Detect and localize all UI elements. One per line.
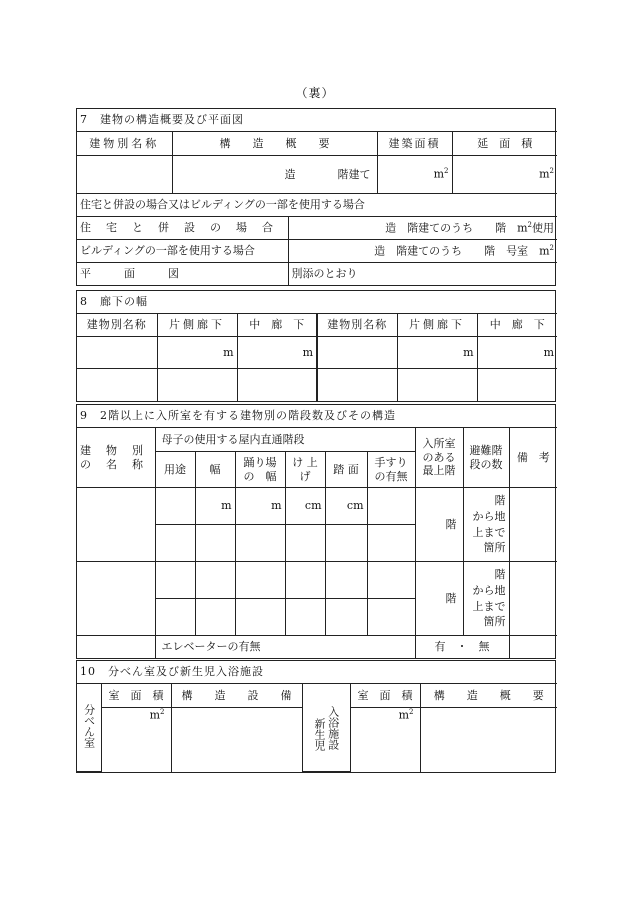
col-landing: 踊り場 の 幅: [235, 452, 285, 488]
stair-riser-cell[interactable]: cm: [285, 488, 325, 525]
stair-use-cell[interactable]: [155, 562, 195, 599]
stair-use-cell[interactable]: [155, 599, 195, 636]
corridor-side-cell[interactable]: m: [157, 337, 237, 369]
section-9-stairs: [76, 404, 556, 659]
row-plan-value: 別添のとおり: [288, 263, 557, 285]
stair-riser-cell[interactable]: [285, 562, 325, 599]
structure-cell[interactable]: [172, 156, 377, 194]
col-floor-area: 延 面 積: [452, 132, 557, 156]
section-7-title: 7 建物の構造概要及び平面図: [77, 109, 557, 132]
corridor-name-cell[interactable]: [77, 369, 157, 401]
col-tread: 踏 面: [325, 452, 367, 488]
unit-sup: 2: [409, 708, 414, 716]
house-value-text: 造 階建てのうち 階: [385, 221, 507, 235]
unit-m: m: [433, 167, 445, 181]
col-building-name: 建物別名称: [77, 132, 172, 156]
row-bldg-value[interactable]: 造 階建てのうち 階 号室 $m^2$: [288, 240, 557, 263]
stair-note-cell[interactable]: [509, 488, 557, 562]
col-room-area: 室 面 積: [101, 684, 171, 708]
section-9-title: 9 2階以上に入所室を有する建物別の階段数及びその構造: [77, 405, 557, 428]
corridor-mid-cell[interactable]: [477, 369, 557, 401]
corridor-mid-cell[interactable]: [237, 369, 317, 401]
col-name-left: 建物別名称: [77, 314, 157, 337]
corridor-mid-cell[interactable]: m: [237, 337, 317, 369]
stair-note-cell[interactable]: [509, 562, 557, 636]
stair-use-cell[interactable]: [155, 488, 195, 525]
elevator-note-cell[interactable]: [509, 636, 557, 658]
row-bldg-label: ビルディングの一部を使用する場合: [77, 240, 288, 263]
stair-width-cell[interactable]: m: [195, 488, 235, 525]
delivery-room-label: [77, 684, 101, 772]
stair-escape-cell[interactable]: 階 から地 上まで 箇所: [463, 488, 509, 562]
stair-tread-cell[interactable]: [325, 562, 367, 599]
section-8-corridor: [76, 290, 556, 402]
corridor-name-cell[interactable]: [317, 369, 397, 401]
stair-use-cell[interactable]: [155, 525, 195, 562]
col-mid-right: 中 廊 下: [477, 314, 557, 337]
col-equipment: 構 造 設 備: [171, 684, 302, 708]
elevator-label: エレベーターの有無: [155, 636, 415, 658]
zo-label: 造: [284, 167, 296, 181]
col-room-area-2: 室 面 積: [350, 684, 420, 708]
stair-tread-cell[interactable]: cm: [325, 488, 367, 525]
corridor-mid-cell[interactable]: m: [477, 337, 557, 369]
bath-structure-cell[interactable]: [420, 708, 557, 772]
building-name-cell[interactable]: [77, 156, 172, 194]
section-7-structure: [76, 108, 556, 286]
section-10-delivery: [76, 660, 556, 773]
col-width: 幅: [195, 452, 235, 488]
elevator-blank-cell: [77, 636, 155, 658]
stair-width-cell[interactable]: [195, 562, 235, 599]
unit-sup: 2: [549, 243, 554, 252]
corridor-name-cell[interactable]: [77, 337, 157, 369]
corridor-side-cell[interactable]: [397, 369, 477, 401]
bath-facility-text: 入浴施設: [326, 705, 340, 750]
unit-m: m: [539, 167, 550, 181]
stair-rail-cell[interactable]: [367, 562, 415, 599]
unit-sup: 2: [160, 708, 165, 716]
building-area-cell[interactable]: [377, 156, 452, 194]
col-mid-left: 中 廊 下: [237, 314, 317, 337]
stair-tread-cell[interactable]: [325, 525, 367, 562]
newborn-text: 新生児: [313, 718, 326, 751]
corridor-name-cell[interactable]: [317, 337, 397, 369]
stair-building-cell[interactable]: [77, 488, 155, 562]
delivery-equipment-cell[interactable]: [171, 708, 302, 772]
col-structure-overview-2: 構 造 概 要: [420, 684, 557, 708]
stair-rail-cell[interactable]: [367, 599, 415, 636]
col-use: 用途: [155, 452, 195, 488]
elevator-value[interactable]: 有 ・ 無: [415, 636, 509, 658]
col-structure-overview: 構 造 概 要: [172, 132, 377, 156]
mixed-use-title: 住宅と併設の場合又はビルディングの一部を使用する場合: [77, 194, 557, 217]
row-plan-label: 平 面 図: [77, 263, 288, 285]
stair-landing-cell[interactable]: m: [235, 488, 285, 525]
col-top-floor: 入所室 のある 最上階: [415, 428, 463, 488]
delivery-room-text: 分べん室: [82, 703, 96, 748]
unit-sup: 2: [549, 167, 554, 176]
stair-landing-cell[interactable]: [235, 562, 285, 599]
stair-rail-cell[interactable]: [367, 488, 415, 525]
kaidate-label: 階建て: [337, 167, 371, 181]
newborn-bath-label: [302, 684, 350, 772]
stair-group-header: 母子の使用する屋内直通階段: [155, 428, 415, 452]
bldg-value-text: 造 階建てのうち 階 号室: [374, 244, 529, 258]
stair-escape-cell[interactable]: 階 から地 上まで 箇所: [463, 562, 509, 636]
row-house-label: 住 宅 と 併 設 の 場 合: [77, 217, 288, 240]
col-building-area: 建築面積: [377, 132, 452, 156]
house-suffix: 使用: [532, 221, 554, 235]
col-railing: 手すり の有無: [367, 452, 415, 488]
stair-top-floor-cell[interactable]: 階: [415, 488, 463, 562]
col-side-left: 片側廊下: [157, 314, 237, 337]
delivery-area-cell[interactable]: $m^2$: [101, 708, 171, 772]
unit-sup: 2: [527, 220, 532, 229]
section-8-title: 8 廊下の幅: [77, 291, 557, 314]
stair-width-cell[interactable]: [195, 525, 235, 562]
stair-riser-cell[interactable]: [285, 599, 325, 636]
stair-rail-cell[interactable]: [367, 525, 415, 562]
col-riser: け 上 げ: [285, 452, 325, 488]
col-escape-count: 避難階 段の数: [463, 428, 509, 488]
unit-sup: 2: [444, 167, 449, 176]
col-side-right: 片側廊下: [397, 314, 477, 337]
stair-width-cell[interactable]: [195, 599, 235, 636]
back-side-label: （裏）: [295, 86, 335, 100]
stair-riser-cell[interactable]: [285, 525, 325, 562]
stair-tread-cell[interactable]: [325, 599, 367, 636]
col-note: 備 考: [509, 428, 557, 488]
col-name-right: 建物別名称: [317, 314, 397, 337]
stair-landing-cell[interactable]: [235, 599, 285, 636]
stair-top-floor-cell[interactable]: 階: [415, 562, 463, 636]
col-building-name: 建 物 別 の 名 称: [77, 428, 155, 488]
bath-area-cell[interactable]: $m^2$: [350, 708, 420, 772]
floor-area-cell[interactable]: [452, 156, 557, 194]
corridor-side-cell[interactable]: m: [397, 337, 477, 369]
stair-landing-cell[interactable]: [235, 525, 285, 562]
row-house-value[interactable]: 造 階建てのうち 階 $m^2$使用: [288, 217, 557, 240]
corridor-side-cell[interactable]: [157, 369, 237, 401]
section-10-title: 10 分べん室及び新生児入浴施設: [77, 661, 557, 684]
stair-building-cell[interactable]: [77, 562, 155, 636]
